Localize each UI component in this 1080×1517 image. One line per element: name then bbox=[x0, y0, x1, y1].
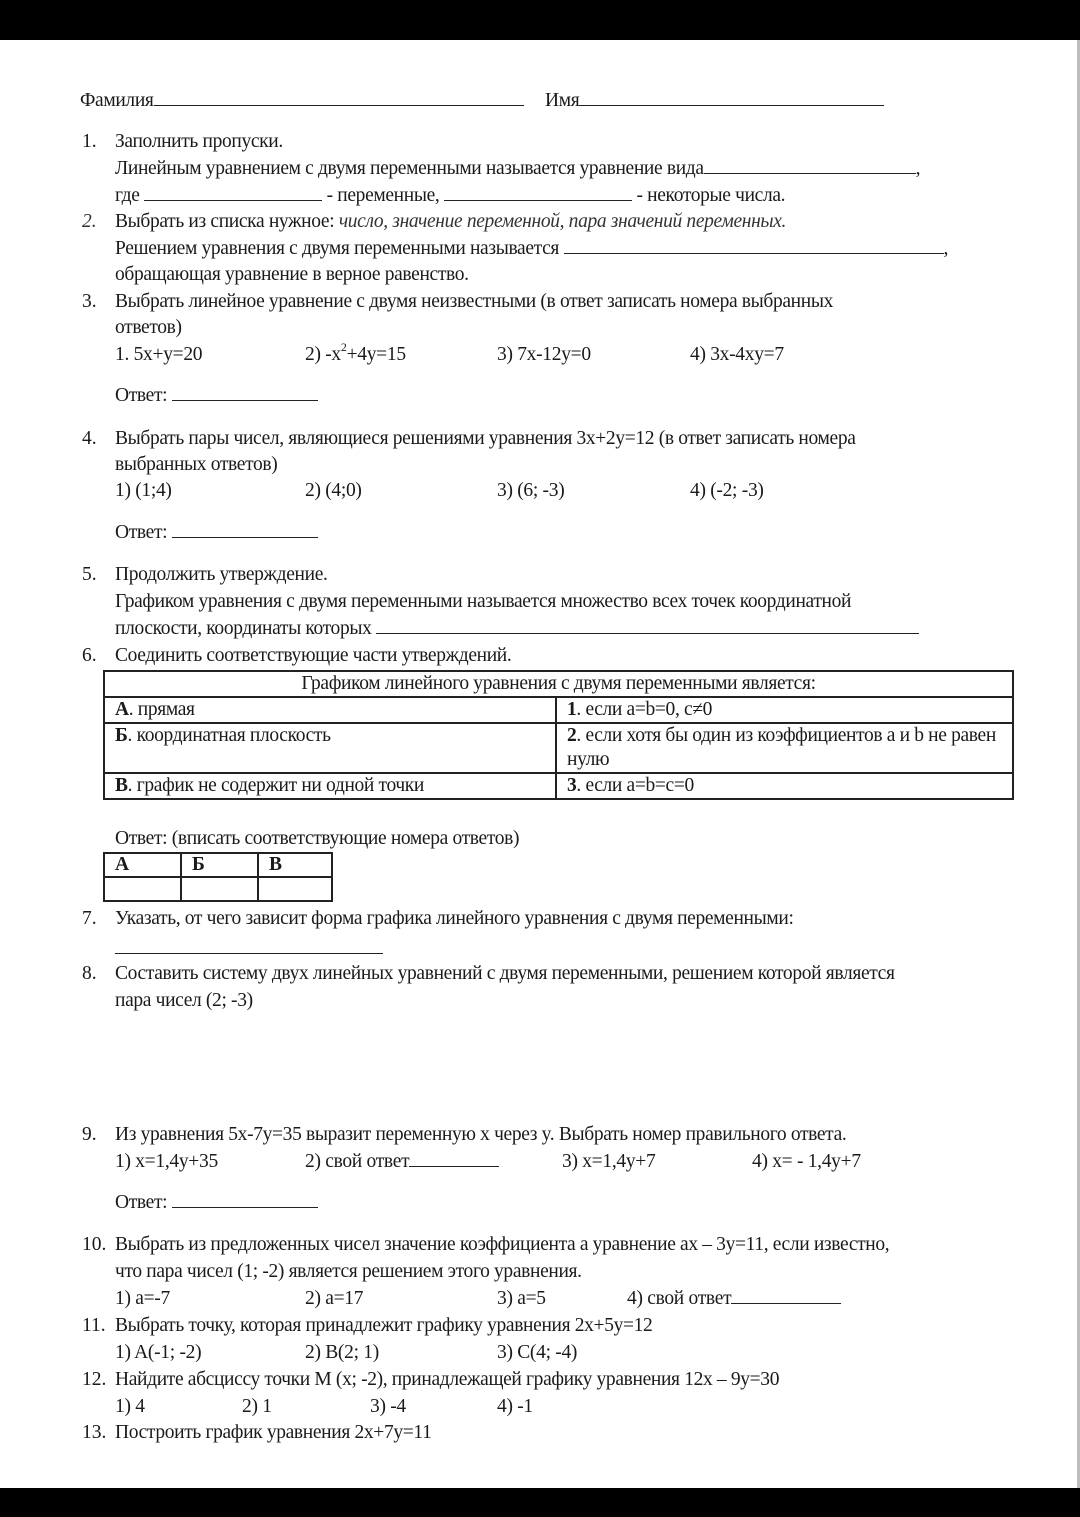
q4-line2: выбранных ответов) bbox=[115, 454, 278, 475]
q13-line1: Построить график уравнения 2x+7y=11 bbox=[115, 1422, 432, 1443]
q6-answer-input-row bbox=[104, 877, 332, 901]
q3-answer-blank[interactable] bbox=[172, 383, 318, 401]
name-label: Имя bbox=[545, 90, 580, 111]
q11-option-3[interactable]: 3) C(4; -4) bbox=[497, 1342, 578, 1363]
surname-line bbox=[80, 88, 524, 114]
q3-line1: Выбрать линейное уравнение с двумя неизвестными (в ответ записать номера выбранных bbox=[115, 291, 834, 312]
q3-option-3[interactable]: 3) 7x-12y=0 bbox=[497, 344, 591, 365]
surname-label: Фамилия bbox=[80, 90, 154, 111]
q12-option-1[interactable]: 1) 4 bbox=[115, 1396, 145, 1417]
q6-left-key-c: В bbox=[115, 775, 128, 796]
q7-blank[interactable] bbox=[115, 953, 383, 954]
q1-line3-b: - переменные, bbox=[326, 185, 440, 206]
q6-table-header: Графиком линейного уравнения с двумя переменными является: bbox=[104, 671, 1013, 697]
q6-answer-col-a: А bbox=[104, 853, 181, 877]
q6-answer-col-b: Б bbox=[181, 853, 258, 877]
q2-number: 2. bbox=[82, 211, 97, 232]
q6-answer-label: Ответ: (вписать соответствующие номера ответов) bbox=[115, 828, 520, 849]
q8-number: 8. bbox=[82, 963, 97, 984]
q10-option-1[interactable]: 1) a=-7 bbox=[115, 1288, 170, 1309]
q4-number: 4. bbox=[82, 428, 97, 449]
q6-answer-header-row bbox=[104, 853, 332, 877]
q3-option-2-exp: 2 bbox=[340, 339, 347, 354]
q12-line1: Найдите абсциссу точки M (x; -2), принадлежащей графику уравнения 12x – 9y=30 bbox=[115, 1369, 780, 1390]
q2-line2-end: , bbox=[943, 238, 949, 259]
q9-line1: Из уравнения 5x-7y=35 выразит переменную x через y. Выбрать номер правильного ответа. bbox=[115, 1124, 847, 1145]
q6-line1: Соединить соответствующие части утверждений. bbox=[115, 645, 512, 666]
q1-line3-c: - некоторые числа. bbox=[636, 185, 786, 206]
q6-left-cell-c bbox=[104, 773, 556, 799]
q4-option-2[interactable]: 2) (4;0) bbox=[305, 480, 362, 501]
q6-right-key-2: 2 bbox=[567, 725, 577, 746]
q6-left-text-b: . координатная плоскость bbox=[127, 725, 331, 746]
q6-right-cell-1 bbox=[556, 697, 1013, 723]
q6-answer-cell-c[interactable] bbox=[258, 877, 332, 901]
q2-line2 bbox=[115, 236, 948, 262]
q6-left-cell-a bbox=[104, 697, 556, 723]
q9-answer-blank[interactable] bbox=[172, 1190, 318, 1208]
worksheet-page bbox=[0, 40, 1080, 1488]
q6-table-row bbox=[104, 697, 1013, 723]
q1-blank-vars[interactable] bbox=[144, 183, 322, 201]
surname-blank[interactable] bbox=[154, 88, 524, 106]
q4-option-4[interactable]: 4) (-2; -3) bbox=[690, 480, 764, 501]
q6-right-text-2: . если хотя бы один из коэффициентов a и b не равен нулю bbox=[567, 725, 996, 770]
q5-blank[interactable] bbox=[376, 616, 919, 634]
q3-line2: ответов) bbox=[115, 317, 182, 338]
q7-line1: Указать, от чего зависит форма графика линейного уравнения с двумя переменными: bbox=[115, 908, 794, 929]
q11-option-1[interactable]: 1) A(-1; -2) bbox=[115, 1342, 202, 1363]
q9-answer bbox=[115, 1190, 318, 1216]
q1-number: 1. bbox=[82, 131, 97, 152]
q3-option-1[interactable]: 1. 5x+y=20 bbox=[115, 344, 203, 365]
q6-right-text-1: . если a=b=0, c≠0 bbox=[576, 699, 713, 720]
q6-number: 6. bbox=[82, 645, 97, 666]
q9-own-answer-blank[interactable] bbox=[409, 1149, 499, 1167]
q6-answer-cell-b[interactable] bbox=[181, 877, 258, 901]
q3-answer-label: Ответ: bbox=[115, 385, 168, 406]
q8-line2: пара чисел (2; -3) bbox=[115, 990, 253, 1011]
q3-option-2-a: 2) -x bbox=[305, 344, 341, 365]
q9-option-3[interactable]: 3) x=1,4y+7 bbox=[562, 1151, 656, 1172]
q8-line1: Составить систему двух линейных уравнений с двумя переменными, решением которой является bbox=[115, 963, 895, 984]
q10-line2: что пара чисел (1; -2) является решением этого уравнения. bbox=[115, 1261, 582, 1282]
q2-lead: Выбрать из списка нужное: bbox=[115, 211, 335, 232]
q4-answer-blank[interactable] bbox=[172, 520, 318, 538]
q3-option-2[interactable] bbox=[305, 339, 406, 368]
name-line bbox=[545, 88, 884, 114]
q6-right-key-3: 3 bbox=[567, 775, 577, 796]
q6-left-key-b: Б bbox=[115, 725, 128, 746]
q9-number: 9. bbox=[82, 1124, 97, 1145]
q9-option-4[interactable]: 4) x= - 1,4y+7 bbox=[752, 1151, 861, 1172]
q6-left-text-c: . график не содержит ни одной точки bbox=[127, 775, 425, 796]
q3-option-4[interactable]: 4) 3x-4xy=7 bbox=[690, 344, 784, 365]
q1-line2-text: Линейным уравнением с двумя переменными называется уравнение вида bbox=[115, 158, 704, 179]
q4-line1: Выбрать пары чисел, являющиеся решениями уравнения 3x+2y=12 (в ответ записать номера bbox=[115, 428, 856, 449]
q1-line3 bbox=[115, 183, 785, 209]
q12-option-2[interactable]: 2) 1 bbox=[242, 1396, 272, 1417]
q6-answer-table bbox=[103, 852, 333, 902]
q6-table-row bbox=[104, 723, 1013, 773]
q5-number: 5. bbox=[82, 564, 97, 585]
q9-option-2[interactable] bbox=[305, 1149, 499, 1175]
q9-option-2-text: 2) свой ответ bbox=[305, 1151, 410, 1172]
q12-option-3[interactable]: 3) -4 bbox=[370, 1396, 406, 1417]
q13-number: 13. bbox=[82, 1422, 107, 1443]
q4-answer bbox=[115, 520, 318, 546]
q6-answer-col-c: В bbox=[258, 853, 332, 877]
q5-line3 bbox=[115, 616, 919, 642]
q1-blank-form[interactable] bbox=[704, 156, 916, 174]
q10-number: 10. bbox=[82, 1234, 107, 1255]
q2-line1 bbox=[115, 209, 786, 235]
q1-blank-numbers[interactable] bbox=[444, 183, 632, 201]
q10-own-answer-blank[interactable] bbox=[731, 1286, 841, 1304]
q4-option-3[interactable]: 3) (6; -3) bbox=[497, 480, 565, 501]
q11-line1: Выбрать точку, которая принадлежит графику уравнения 2x+5y=12 bbox=[115, 1315, 653, 1336]
q1-line3-a: где bbox=[115, 185, 140, 206]
q3-number: 3. bbox=[82, 291, 97, 312]
q6-left-text-a: . прямая bbox=[128, 699, 195, 720]
name-blank[interactable] bbox=[579, 88, 884, 106]
q2-line3: обращающая уравнение в верное равенство. bbox=[115, 264, 469, 285]
q6-right-cell-2 bbox=[556, 723, 1013, 773]
q2-options: число, значение переменной, пара значений переменных. bbox=[338, 211, 787, 232]
q6-right-key-1: 1 bbox=[567, 699, 577, 720]
q5-line1: Продолжить утверждение. bbox=[115, 564, 328, 585]
q12-option-4[interactable]: 4) -1 bbox=[497, 1396, 533, 1417]
q2-line2-text: Решением уравнения с двумя переменными называется bbox=[115, 238, 559, 259]
q11-option-2[interactable]: 2) B(2; 1) bbox=[305, 1342, 379, 1363]
q10-option-4[interactable] bbox=[627, 1286, 841, 1312]
q9-option-1[interactable]: 1) x=1,4y+35 bbox=[115, 1151, 218, 1172]
q1-title: Заполнить пропуски. bbox=[115, 131, 283, 152]
q4-answer-label: Ответ: bbox=[115, 522, 168, 543]
q6-answer-cell-a[interactable] bbox=[104, 877, 181, 901]
q7-number: 7. bbox=[82, 908, 97, 929]
q6-left-cell-b bbox=[104, 723, 556, 773]
q12-number: 12. bbox=[82, 1369, 107, 1390]
q6-right-text-3: . если a=b=c=0 bbox=[576, 775, 694, 796]
q4-option-1[interactable]: 1) (1;4) bbox=[115, 480, 172, 501]
q10-option-2[interactable]: 2) a=17 bbox=[305, 1288, 364, 1309]
q6-table-header-row bbox=[104, 671, 1013, 697]
q6-right-cell-3 bbox=[556, 773, 1013, 799]
q3-option-2-b: +4y=15 bbox=[346, 344, 406, 365]
q10-line1: Выбрать из предложенных чисел значение коэффициента a уравнение ax – 3y=11, если известно, bbox=[115, 1234, 890, 1255]
q10-option-3[interactable]: 3) a=5 bbox=[497, 1288, 546, 1309]
q5-line2: Графиком уравнения с двумя переменными называется множество всех точек координатной bbox=[115, 591, 852, 612]
q1-line2-end: , bbox=[915, 158, 921, 179]
q10-option-4-text: 4) свой ответ bbox=[627, 1288, 732, 1309]
q6-table-row bbox=[104, 773, 1013, 799]
q5-line3-text: плоскости, координаты которых bbox=[115, 618, 372, 639]
q11-number: 11. bbox=[82, 1315, 106, 1336]
q1-line2 bbox=[115, 156, 920, 182]
q6-match-table bbox=[103, 670, 1014, 800]
q6-left-key-a: А bbox=[115, 699, 129, 720]
q2-blank[interactable] bbox=[564, 236, 944, 254]
q9-answer-label: Ответ: bbox=[115, 1192, 168, 1213]
q3-answer bbox=[115, 383, 318, 409]
